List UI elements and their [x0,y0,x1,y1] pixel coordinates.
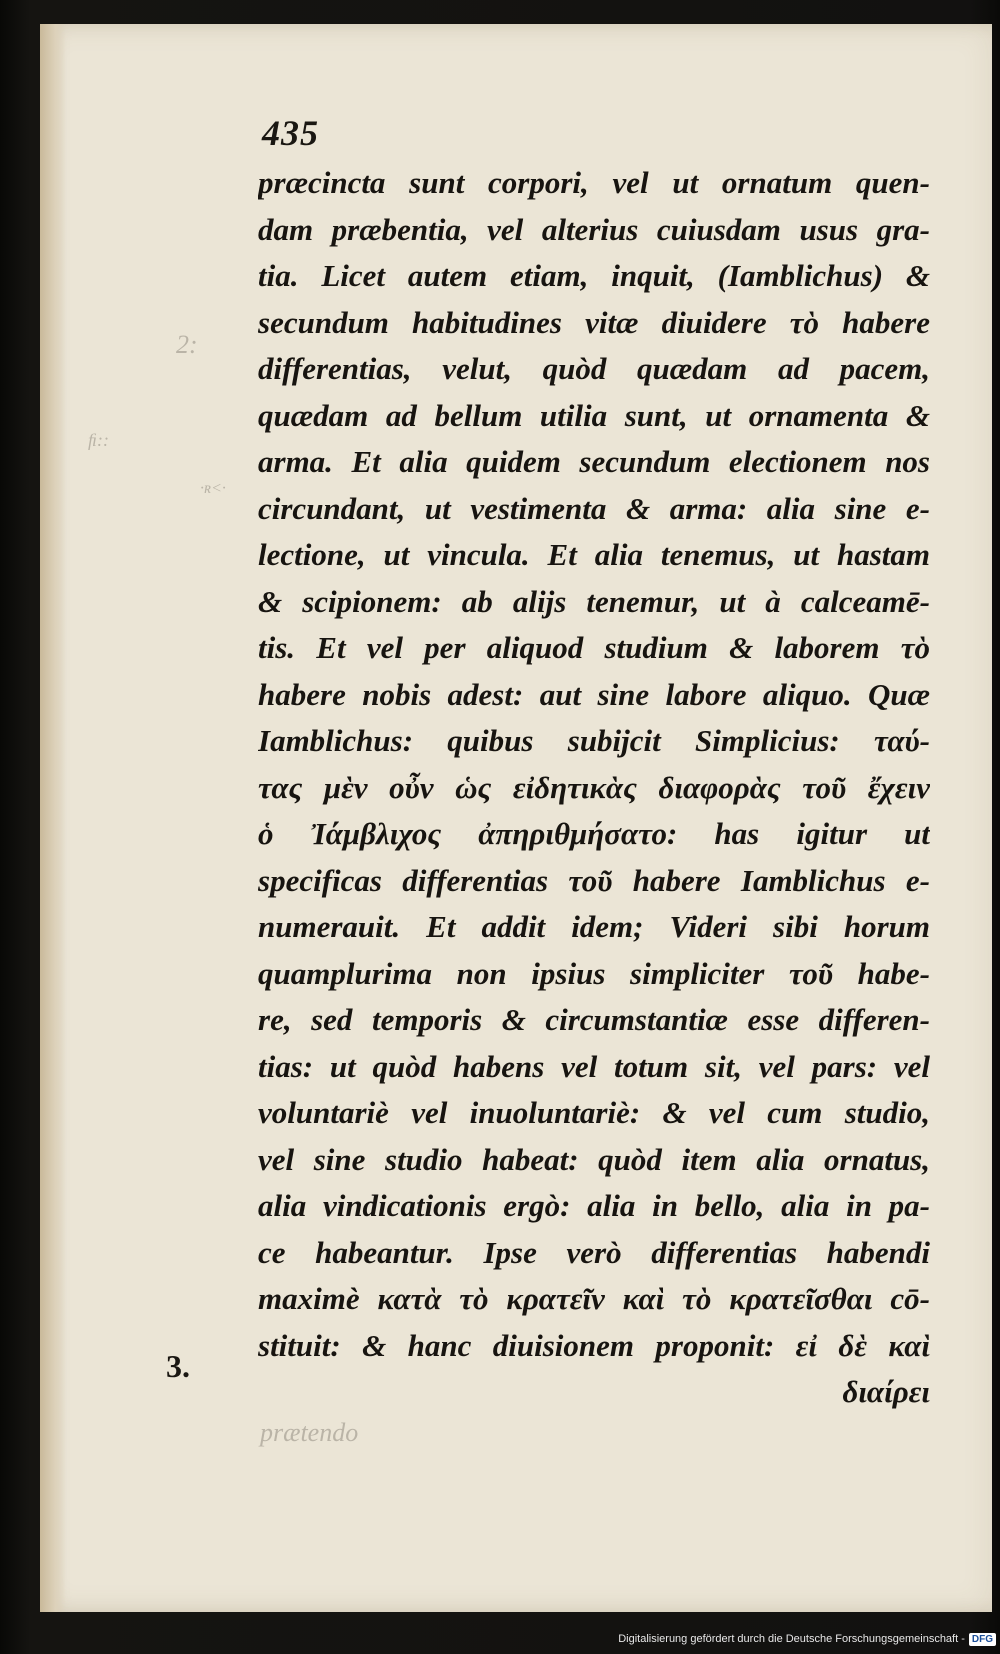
digitization-footer [618,1628,996,1650]
text-line: specificas differentias τοῦ habere Iamblichus e- [258,862,930,898]
dfg-logo: DFG [969,1633,996,1646]
footer-credit: Digitalisierung gefördert durch die Deutsche Forschungsgemeinschaft - [618,1633,965,1645]
bleed-through-mark: 2: [176,330,198,359]
text-line: tis. Et vel per aliquod studium & laborem τὸ [258,630,930,665]
page-number: 435 [262,113,319,153]
text-line: τας μὲν οὖν ὡς εἰδητικὰς διαφορὰς τοῦ ἔχειν [258,769,930,805]
bleed-through-mark: ﬁ:: [88,430,109,450]
text-line: stituit: & hanc diuisionem proponit: εἰ δὲ καὶ [258,1327,930,1363]
text-line: tia. Licet autem etiam, inquit, (Iamblichus) & [258,258,930,293]
margin-note: 3. [166,1348,190,1384]
text-line: vel sine studio habeat: quòd item alia ornatus, [258,1141,930,1177]
text-line: secundum habitudines vitæ diuidere τὸ habere [258,304,930,340]
catchword: διαίρει [842,1374,930,1409]
text-line: circundant, ut vestimenta & arma: alia sine e- [258,490,930,526]
text-line: ὁ Ἰάμβλιχος ἀπηριθμήσατο: has igitur ut [258,816,930,851]
text-line: habere nobis adest: aut sine labore aliquo. Quæ [258,676,930,712]
bleed-through-mark: prætendo [260,1418,359,1447]
text-line: differentias, velut, quòd quædam ad pacem, [258,351,930,386]
text-line: arma. Et alia quidem secundum electionem nos [258,444,930,479]
text-line: lectione, ut vincula. Et alia tenemus, ut hastam [258,537,930,572]
text-line: ce habeantur. Ipse verò differentias habendi [258,1234,930,1270]
text-line: dam præbentia, vel alterius cuiusdam usus gra- [258,211,930,247]
bleed-through-mark: ·ʀ<· [200,480,226,497]
text-line: & scipionem: ab alijs tenemur, ut à calceamē- [258,583,930,619]
text-line: quamplurima non ipsius simpliciter τοῦ habe- [258,955,930,991]
text-line: præcincta sunt corpori, vel ut ornatum quen- [258,165,930,200]
text-line: alia vindicationis ergò: alia in bello, alia in pa- [258,1188,930,1223]
page-gutter-shadow [40,24,66,1612]
text-block [258,160,930,1416]
text-line: Iamblichus: quibus subijcit Simplicius: ταύ- [258,723,930,758]
text-line: re, sed temporis & circumstantiæ esse differen- [258,1002,930,1037]
text-line: quædam ad bellum utilia sunt, ut ornamenta & [258,397,930,433]
text-line: maximè κατὰ τὸ κρατεῖν καὶ τὸ κρατεῖσθαι cō- [258,1281,930,1316]
text-line: voluntariè vel inuoluntariè: & vel cum studio, [258,1095,930,1130]
text-line: tias: ut quòd habens vel totum sit, vel pars: vel [258,1048,930,1084]
text-line: numerauit. Et addit idem; Videri sibi horum [258,909,930,944]
